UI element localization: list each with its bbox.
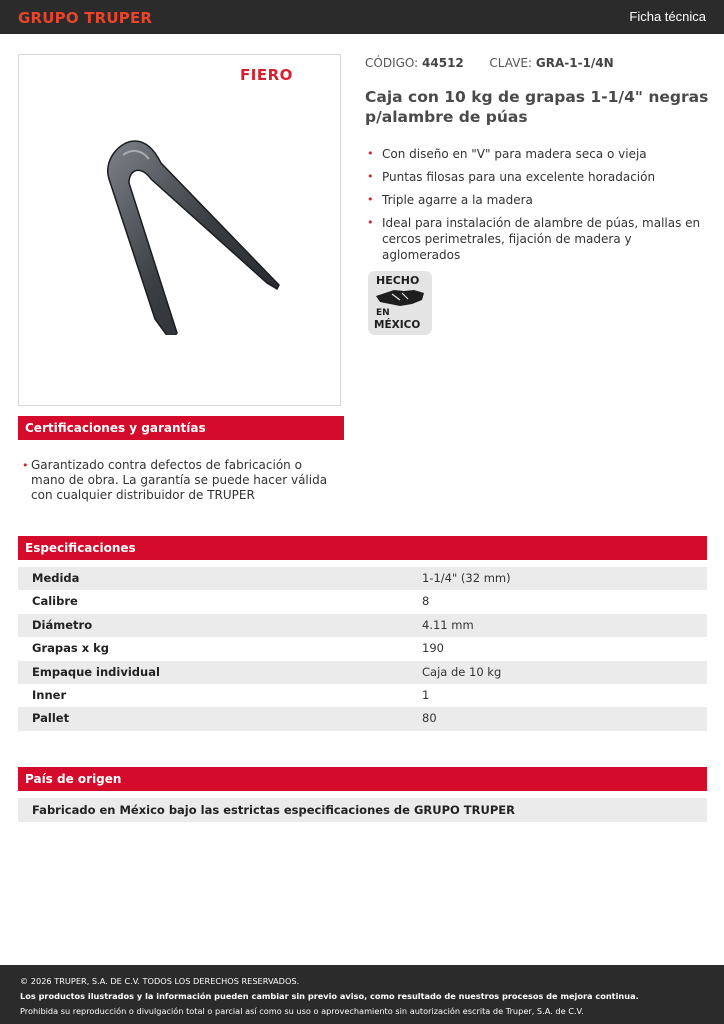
bullet-icon: • <box>367 216 374 229</box>
table-row: Empaque individual Caja de 10 kg <box>18 661 707 684</box>
top-bar <box>0 0 724 34</box>
clave-label: CLAVE: <box>489 56 533 70</box>
table-row: Medida 1-1/4" (32 mm) <box>18 567 707 590</box>
code-label: CÓDIGO: <box>365 56 419 70</box>
code-value: 44512 <box>422 56 464 70</box>
footer-notice: Los productos ilustrados y la información pueden cambiar sin previo aviso, como resultado de nuestros procesos de mejora continua. <box>20 991 639 1001</box>
hecho-en-mexico-badge: HECHO EN MÉXICO <box>368 271 432 335</box>
bullet-icon: • <box>367 170 374 183</box>
certifications-header: Certificaciones y garantías <box>18 416 344 440</box>
bullet-icon: • <box>22 459 29 472</box>
table-row: Grapas x kg 190 <box>32 641 444 656</box>
table-row: Pallet 80 <box>18 707 707 730</box>
table-row: Diámetro 4.11 mm <box>18 614 707 637</box>
feature-item: • Puntas filosas para una excelente horadación <box>367 170 656 184</box>
origin-text: Fabricado en México bajo las estrictas especificaciones de GRUPO TRUPER <box>18 798 707 822</box>
bullet-icon: • <box>367 193 374 206</box>
origin-header: País de origen <box>18 767 707 791</box>
footer-prohibition: Prohibida su reproducción o divulgación total o parcial así como su uso o aprovechamiento sin autorización escrita de Truper, S.A. de C.V. <box>20 1006 584 1016</box>
specifications-header: Especificaciones <box>18 536 707 560</box>
footer-copyright: © 2026 TRUPER, S.A. DE C.V. TODOS LOS DERECHOS RESERVADOS. <box>20 976 300 986</box>
bullet-icon: • <box>367 147 374 160</box>
feature-list <box>366 146 711 270</box>
feature-item: • Ideal para instalación de alambre de púas, mallas en cercos perimetrales, fijación de madera y aglomerados <box>367 216 701 262</box>
specifications-table <box>18 567 707 731</box>
fiero-brand-logo: FIERO <box>240 66 293 84</box>
footer <box>0 965 724 1024</box>
feature-item: • Con diseño en "V" para madera seca o vieja <box>367 147 647 161</box>
table-row: Calibre 8 <box>32 594 430 609</box>
hand-fist-icon <box>374 288 426 308</box>
warranty-text: • Garantizado contra defectos de fabricación o mano de obra. La garantía se puede hacer válida con cualquier distribuidor de TRUPER <box>22 458 328 502</box>
document-type-label: Ficha técnica <box>629 9 706 24</box>
feature-item: • Triple agarre a la madera <box>367 193 533 207</box>
product-image-frame <box>18 54 341 406</box>
brand-logo: GRUPO TRUPER <box>18 9 153 27</box>
product-title: Caja con 10 kg de grapas 1-1/4" negras p/alambre de púas <box>365 88 709 126</box>
clave-value: GRA-1-1/4N <box>535 56 614 70</box>
staple-product-image <box>89 135 289 335</box>
table-row: Inner 1 <box>32 687 430 702</box>
product-codes <box>365 56 614 70</box>
